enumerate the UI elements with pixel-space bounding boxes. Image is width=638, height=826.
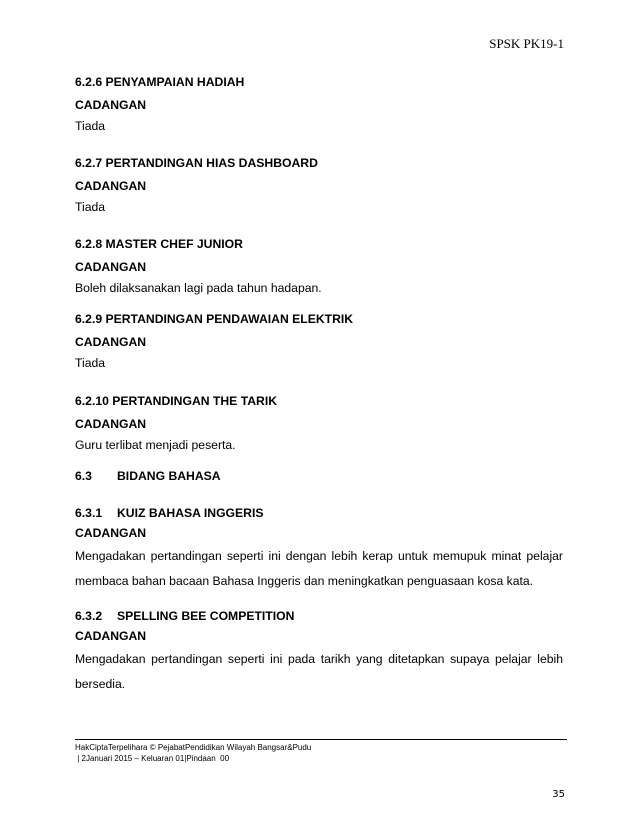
section-title: 6.2.7 PERTANDINGAN HIAS DASHBOARD bbox=[75, 156, 318, 170]
section-number: 6.3.2 bbox=[75, 609, 103, 623]
section-body: Mengadakan pertandingan seperti ini dengan lebih kerap untuk memupuk minat pelajar membaca bahan bacaan Bahasa Inggeris dan meningkatkan penguasaan kosa kata. bbox=[75, 549, 563, 588]
section-body: Tiada bbox=[75, 356, 106, 370]
document-body bbox=[75, 73, 563, 697]
section-number: 6.3.1 bbox=[75, 506, 103, 520]
section-body: Tiada bbox=[75, 200, 106, 214]
section-subheading: CADANGAN bbox=[75, 179, 147, 193]
section-6-3-2 bbox=[75, 607, 563, 697]
section-title: 6.2.8 MASTER CHEF JUNIOR bbox=[75, 237, 243, 251]
section-6-2-7 bbox=[75, 154, 563, 219]
section-title: 6.2.6 PENYAMPAIAN HADIAH bbox=[75, 75, 245, 89]
section-subheading: CADANGAN bbox=[75, 526, 147, 540]
section-6-2-6 bbox=[75, 73, 563, 138]
section-title: 6.2.10 PERTANDINGAN THE TARIK bbox=[75, 394, 278, 408]
section-body: Guru terlibat menjadi peserta. bbox=[75, 438, 236, 452]
footer bbox=[75, 742, 311, 764]
section-number: 6.3 bbox=[75, 469, 92, 483]
section-title: BIDANG BAHASA bbox=[117, 469, 221, 483]
section-title-row bbox=[75, 607, 563, 625]
section-title: KUIZ BAHASA INGGERIS bbox=[117, 506, 264, 520]
section-body: Boleh dilaksanakan lagi pada tahun hadapan. bbox=[75, 281, 322, 295]
section-body: Mengadakan pertandingan seperti ini pada tarikh yang ditetapkan supaya pelajar lebih bersedia. bbox=[75, 652, 563, 691]
section-6-2-8 bbox=[75, 235, 563, 300]
section-title: 6.2.9 PERTANDINGAN PENDAWAIAN ELEKTRIK bbox=[75, 312, 354, 326]
footer-release: | 2Januari 2015 – Keluaran 01|Pindaan 00 bbox=[75, 754, 230, 763]
section-6-3-heading bbox=[75, 467, 563, 485]
section-6-2-10 bbox=[75, 392, 563, 457]
section-6-3-1 bbox=[75, 504, 563, 594]
section-title-row bbox=[75, 504, 563, 522]
section-subheading: CADANGAN bbox=[75, 417, 147, 431]
section-subheading: CADANGAN bbox=[75, 335, 147, 349]
footer-divider bbox=[75, 739, 567, 740]
section-title: SPELLING BEE COMPETITION bbox=[117, 609, 295, 623]
footer-copyright: HakCiptaTerpelihara © PejabatPendidikan Wilayah Bangsar&Pudu bbox=[75, 743, 312, 752]
section-subheading: CADANGAN bbox=[75, 98, 147, 112]
section-subheading: CADANGAN bbox=[75, 260, 147, 274]
document-code: SPSK PK19-1 bbox=[489, 36, 564, 51]
page-number: 35 bbox=[552, 789, 565, 800]
section-subheading: CADANGAN bbox=[75, 629, 147, 643]
section-6-2-9 bbox=[75, 310, 563, 375]
section-body: Tiada bbox=[75, 119, 106, 133]
